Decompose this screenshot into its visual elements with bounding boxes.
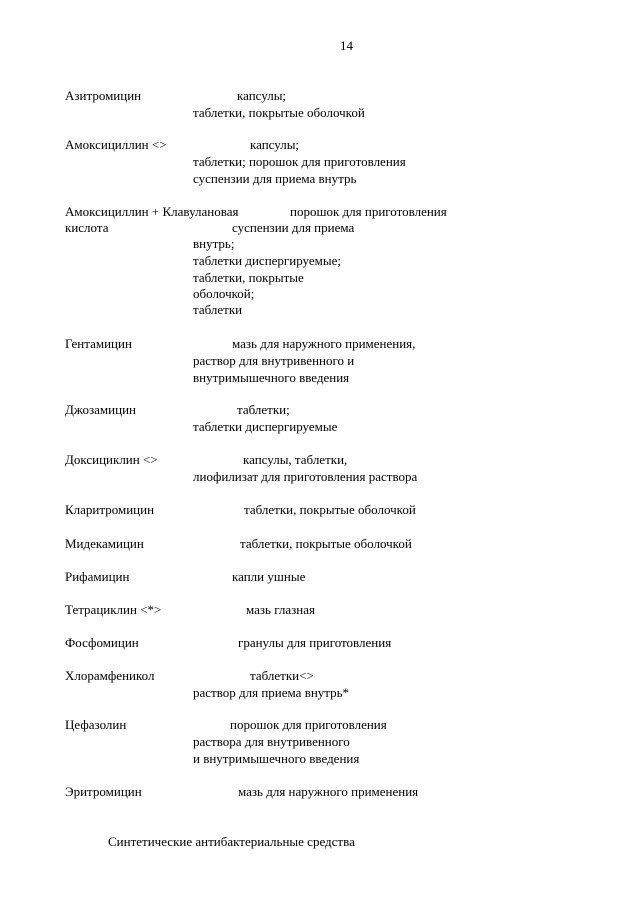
drug-form: капсулы;: [237, 88, 287, 103]
drug-form: порошок для приготовления: [290, 204, 447, 219]
drug-form: таблетки: [193, 302, 243, 317]
drug-name: Кларитромицин: [65, 502, 155, 517]
drug-name: Доксициклин <>: [65, 452, 158, 467]
drug-form: раствор для приема внутрь*: [193, 685, 350, 700]
drug-form: таблетки, покрытые оболочкой: [193, 105, 365, 120]
page-number: 14: [340, 38, 353, 53]
drug-form: капсулы;: [250, 137, 300, 152]
drug-form: внутримышечного введения: [193, 370, 350, 385]
drug-name: Джозамицин: [65, 402, 136, 417]
drug-name: Амоксициллин <>: [65, 137, 167, 152]
drug-form: и внутримышечного введения: [193, 751, 360, 766]
drug-form: таблетки диспергируемые;: [193, 253, 341, 268]
drug-form: таблетки, покрытые: [193, 270, 304, 285]
drug-form: гранулы для приготовления: [238, 635, 392, 650]
drug-name: Тетрациклин <*>: [65, 602, 162, 617]
drug-name-continuation: кислота: [65, 220, 109, 235]
drug-name: Гентамицин: [65, 336, 132, 351]
drug-form: таблетки<>: [250, 668, 314, 683]
drug-name: Эритромицин: [65, 784, 142, 799]
drug-name: Мидекамицин: [65, 536, 144, 551]
drug-form: мазь для наружного применения,: [232, 336, 416, 351]
drug-form: раствора для внутривенного: [193, 734, 350, 749]
drug-form: таблетки, покрытые оболочкой: [240, 536, 412, 551]
drug-form: таблетки, покрытые оболочкой: [244, 502, 416, 517]
drug-name: Амоксициллин + Клавулановая: [65, 204, 239, 219]
drug-form: порошок для приготовления: [230, 717, 387, 732]
drug-form: капли ушные: [232, 569, 306, 584]
drug-name: Хлорамфеникол: [65, 668, 155, 683]
drug-form: раствор для внутривенного и: [193, 353, 355, 368]
drug-name: Фосфомицин: [65, 635, 139, 650]
drug-form: таблетки;: [237, 402, 290, 417]
drug-name: Рифамицин: [65, 569, 130, 584]
drug-form: таблетки; порошок для приготовления: [193, 154, 406, 169]
drug-form: таблетки диспергируемые: [193, 419, 338, 434]
drug-name: Цефазолин: [65, 717, 127, 732]
drug-form: лиофилизат для приготовления раствора: [193, 469, 418, 484]
drug-form: суспензии для приема: [232, 220, 355, 235]
drug-name: Азитромицин: [65, 88, 142, 103]
drug-form: мазь для наружного применения: [238, 784, 419, 799]
drug-form: внутрь;: [193, 236, 235, 251]
drug-form: мазь глазная: [246, 602, 315, 617]
drug-form: капсулы, таблетки,: [243, 452, 348, 467]
section-heading: Синтетические антибактериальные средства: [108, 834, 355, 849]
drug-form: суспензии для приема внутрь: [193, 171, 357, 186]
drug-form: оболочкой;: [193, 286, 255, 301]
